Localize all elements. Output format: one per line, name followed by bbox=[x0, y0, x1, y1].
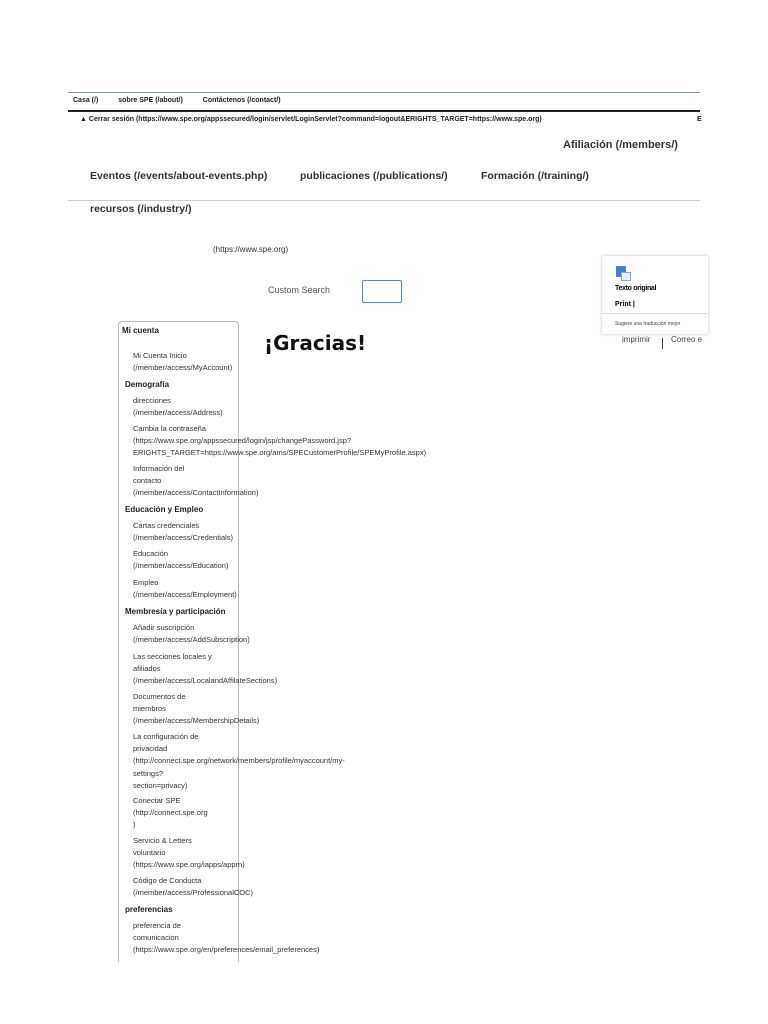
sidebar-item-educacion[interactable]: Educación (/member/access/Education) bbox=[133, 549, 229, 571]
translate-popup bbox=[602, 256, 708, 334]
header-rule bbox=[68, 92, 700, 93]
translate-original-text: Texto original bbox=[615, 285, 657, 292]
sidebar-item-secciones-locales[interactable]: Las secciones locales y afiliados (/member/access/LocalandAffilateSections) bbox=[133, 652, 278, 686]
action-separator bbox=[662, 338, 663, 349]
search-input[interactable] bbox=[362, 280, 402, 303]
nav-link-afiliacion[interactable]: Afiliación (/members/) bbox=[563, 139, 678, 151]
nav-link-formacion[interactable]: Formación (/training/) bbox=[481, 170, 589, 182]
sidebar-section-educacion-empleo: Educación y Empleo bbox=[125, 505, 204, 514]
user-icon: ▲ bbox=[80, 116, 87, 123]
google-translate-icon bbox=[616, 266, 626, 277]
nav-divider bbox=[68, 200, 700, 201]
sidebar-item-codigo-conducta[interactable]: Código de Conducta (/member/access/ProfessionalCOC) bbox=[133, 876, 254, 898]
page-title: ¡Gracias! bbox=[264, 331, 367, 355]
sidebar-item-empleo[interactable]: Empleo (/member/access/Employment) bbox=[133, 578, 237, 600]
nav-link-contactenos[interactable]: Contáctenos (/contact/) bbox=[202, 97, 281, 104]
sidebar-item-cambia-contrasena[interactable]: Cambia la contraseña (https://www.spe.org/appssecured/login/jsp/changePassword.jsp? ERIGHTS_TARGET=https://www.spe.org/ams/SPECustomerProfile/SPEMyProfile.aspx) bbox=[133, 424, 427, 458]
sidebar-section-demografia: Demografía bbox=[125, 380, 170, 389]
sidebar-item-direcciones[interactable]: direcciones (/member/access/Address) bbox=[133, 396, 223, 418]
logout-link[interactable] bbox=[80, 116, 542, 123]
print-link[interactable]: imprimir bbox=[622, 335, 651, 344]
spe-logo-link[interactable]: (https://www.spe.org) bbox=[213, 245, 289, 254]
sidebar-section-membresia: Membresía y participación bbox=[125, 607, 226, 616]
sidebar-section-preferencias: preferencias bbox=[125, 905, 173, 914]
translate-print-link[interactable]: Print | bbox=[615, 301, 635, 308]
header-bar bbox=[68, 110, 700, 112]
nav-link-casa[interactable]: Casa (/) bbox=[73, 97, 99, 104]
top-nav bbox=[73, 97, 299, 104]
sidebar-item-informacion-contacto[interactable]: Información del contacto (/member/access/ContactInformation) bbox=[133, 464, 259, 498]
nav-link-publicaciones[interactable]: publicaciones (/publications/) bbox=[300, 170, 448, 182]
sidebar-item-anadir-suscripcion[interactable]: Añadir suscripción (/member/access/AddSubscription) bbox=[133, 623, 250, 645]
sidebar-item-preferencia-comunicacion[interactable]: preferencia de comunicacion (https://www.spe.org/en/preferences/email_preferences) bbox=[133, 921, 320, 955]
sidebar-item-cartas-credenciales[interactable]: Cartas credenciales (/member/access/Credentials) bbox=[133, 521, 234, 543]
truncated-link[interactable]: E bbox=[697, 116, 702, 123]
email-link[interactable]: Correo e bbox=[671, 335, 703, 344]
logout-label: Cerrar sesión (https://www.spe.org/appssecured/login/servlet/LoginServlet?command=logout&ERIGHTS_TARGET=https://www.spe.org) bbox=[88, 116, 542, 123]
sidebar-title: Mi cuenta bbox=[122, 326, 159, 335]
sidebar-item-servicio-voluntario[interactable]: Servicio & Letters voluntario (https://www.spe.org/iapps/apprn) bbox=[133, 836, 245, 870]
sidebar-item-conectar-spe[interactable]: Conectar SPE (http://connect.spe.org ) bbox=[133, 796, 208, 830]
sidebar-item-configuracion-privacidad[interactable]: La configuración de privacidad (http://connect.spe.org/network/members/profile/myaccount/my- settings? section=privacy) bbox=[133, 732, 345, 790]
sidebar-item-mi-cuenta-inicio[interactable]: Mi Cuenta Inicio (/member/access/MyAccount) bbox=[133, 351, 233, 373]
translate-suggest-link[interactable]: Sugiere una traducción mejor bbox=[615, 321, 681, 327]
nav-link-eventos[interactable]: Eventos (/events/about-events.php) bbox=[90, 170, 268, 182]
sidebar-item-documentos-miembros[interactable]: Documentos de miembros (/member/access/MembershipDetails) bbox=[133, 692, 260, 726]
search-label: Custom Search bbox=[268, 285, 331, 295]
nav-link-sobre-spe[interactable]: sobre SPE (/about/) bbox=[118, 97, 183, 104]
translate-divider bbox=[602, 313, 708, 314]
nav-link-recursos[interactable]: recursos (/industry/) bbox=[90, 203, 192, 215]
